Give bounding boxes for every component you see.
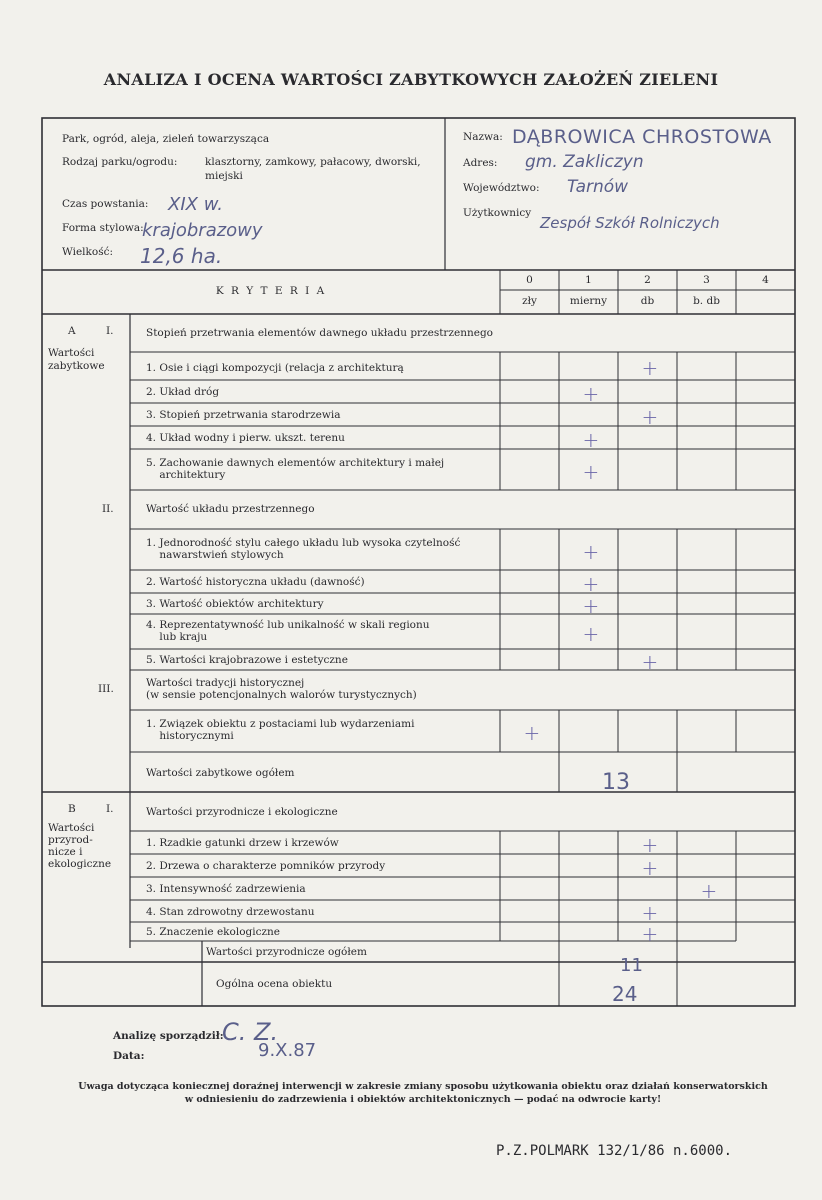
mark-b1-4: + (641, 901, 659, 925)
criterion-b1-3: 3. Intensywność zadrzewienia (146, 883, 306, 895)
analysis-label: Analizę sporządził: (113, 1030, 224, 1042)
mark-b1-3: + (700, 878, 718, 903)
score-0: 0 (526, 274, 533, 286)
group-a1-title: Stopień przetrwania elementów dawnego układu przestrzennego (146, 327, 493, 339)
user-value: Zespół Szkół Rolniczych (540, 214, 720, 232)
date-value: 9.X.87 (258, 1040, 317, 1061)
footer-imprint: P.Z.POLMARK 132/1/86 n.6000. (496, 1143, 733, 1159)
section-b-name: Wartości przyrod- nicze i ekologiczne (48, 822, 112, 870)
section-a-roman-1: I. (106, 325, 114, 337)
mark-a2-4: + (582, 621, 600, 646)
criterion-b1-5: 5. Znaczenie ekologiczne (146, 926, 281, 938)
mark-a2-2: + (582, 571, 600, 596)
mark-b1-1: + (641, 832, 659, 857)
park-type-label: Park, ogród, aleja, zieleń towarzysząca (62, 133, 270, 145)
name-value: DĄBROWICA CHROSTOWA (512, 126, 772, 148)
style-value: krajobrazowy (142, 220, 263, 241)
date-label: Data: (113, 1050, 145, 1062)
section-b-letter: B (68, 803, 76, 815)
score-label-3: b. db (693, 295, 720, 307)
criterion-a2-3: 3. Wartość obiektów architektury (146, 598, 324, 610)
score-2: 2 (644, 274, 651, 286)
score-1: 1 (585, 274, 592, 286)
kind-options-2: miejski (205, 170, 243, 182)
score-label-1: mierny (569, 295, 608, 307)
criterion-a3-1: 1. Związek obiektu z postaciami lub wydarzeniami historycznymi (146, 718, 415, 742)
criterion-a2-4: 4. Reprezentatywność lub unikalność w skali regionu lub kraju (146, 619, 430, 643)
user-label: Użytkownicy (463, 207, 532, 219)
total-b-value: 11 (620, 955, 643, 976)
section-a-roman-3: III. (98, 683, 114, 695)
mark-b1-5: + (641, 921, 659, 946)
group-b1-title: Wartości przyrodnicze i ekologiczne (146, 806, 338, 818)
voivodeship-value: Tarnów (567, 177, 629, 197)
mark-b1-2: + (641, 855, 659, 880)
kind-label: Rodzaj parku/ogrodu: (62, 156, 178, 168)
kind-options: klasztorny, zamkowy, pałacowy, dworski, (205, 156, 421, 168)
score-3: 3 (703, 274, 710, 286)
criterion-b1-2: 2. Drzewa o charakterze pomników przyrody (146, 860, 386, 872)
criterion-a1-4: 4. Układ wodny i pierw. ukszt. terenu (146, 432, 345, 444)
section-a-letter: A (68, 325, 76, 337)
created-value: XIX w. (168, 194, 223, 215)
overall-value: 24 (612, 982, 638, 1006)
mark-a1-5: + (582, 459, 600, 484)
criterion-b1-4: 4. Stan zdrowotny drzewostanu (146, 906, 315, 918)
total-a-value: 13 (602, 770, 630, 795)
section-a-roman-2: II. (102, 503, 114, 515)
voivodeship-label: Województwo: (463, 182, 540, 194)
criterion-a1-1: 1. Osie i ciągi kompozycji (relacja z architekturą (146, 362, 404, 374)
mark-a1-1: + (641, 356, 659, 380)
score-label-2: db (640, 295, 655, 307)
total-b-label: Wartości przyrodnicze ogółem (206, 946, 367, 958)
mark-a2-3: + (582, 593, 600, 618)
page-title: ANALIZA I OCENA WARTOŚCI ZABYTKOWYCH ZAŁOŻEŃ ZIELENI (103, 70, 719, 89)
overall-label: Ogólna ocena obiektu (216, 978, 333, 990)
total-a-label: Wartości zabytkowe ogółem (146, 767, 295, 779)
created-label: Czas powstania: (62, 198, 149, 210)
style-label: Forma stylowa: (62, 222, 144, 234)
size-value: 12,6 ha. (140, 244, 223, 268)
mark-a2-1: + (582, 539, 600, 564)
group-a2-title: Wartość układu przestrzennego (146, 503, 315, 515)
mark-a1-2: + (582, 381, 600, 406)
name-label: Nazwa: (463, 131, 503, 143)
score-label-0: zły (522, 295, 537, 307)
section-a-name: Wartości zabytkowe (48, 347, 105, 372)
criterion-a2-2: 2. Wartość historyczna układu (dawność) (146, 576, 365, 588)
criterion-a1-3: 3. Stopień przetrwania starodrzewia (146, 409, 341, 421)
intervention-note: Uwaga dotycząca koniecznej doraźnej interwencji w zakresie zmiany sposobu użytkowania obiektu oraz działań konserwatorskich w odniesieniu do zadrzewienia i obiektów architektonicznych — podać na odwrocie karty! (78, 1081, 768, 1105)
address-value: gm. Zakliczyn (525, 152, 644, 172)
score-4: 4 (762, 274, 769, 286)
mark-a3-1: + (523, 721, 541, 745)
section-b-roman: I. (106, 803, 114, 815)
criterion-a2-1: 1. Jednorodność stylu całego układu lub wysoka czytelność nawarstwień stylowych (146, 537, 461, 561)
criteria-header: K R Y T E R I A (215, 285, 327, 297)
criterion-a2-5: 5. Wartości krajobrazowe i estetyczne (146, 654, 348, 666)
analysis-signature: C. Z. (222, 1018, 279, 1046)
mark-a1-3: + (641, 404, 659, 429)
mark-a2-5: + (641, 649, 659, 674)
mark-a1-4: + (582, 427, 600, 452)
criterion-a1-5: 5. Zachowanie dawnych elementów architektury i małej architektury (146, 457, 445, 481)
size-label: Wielkość: (62, 246, 114, 258)
address-label: Adres: (463, 157, 498, 169)
criterion-b1-1: 1. Rzadkie gatunki drzew i krzewów (146, 837, 339, 849)
group-a3-title: Wartości tradycji historycznej (w sensie potencjonalnych walorów turystycznych) (146, 677, 417, 701)
criterion-a1-2: 2. Układ dróg (146, 386, 220, 398)
